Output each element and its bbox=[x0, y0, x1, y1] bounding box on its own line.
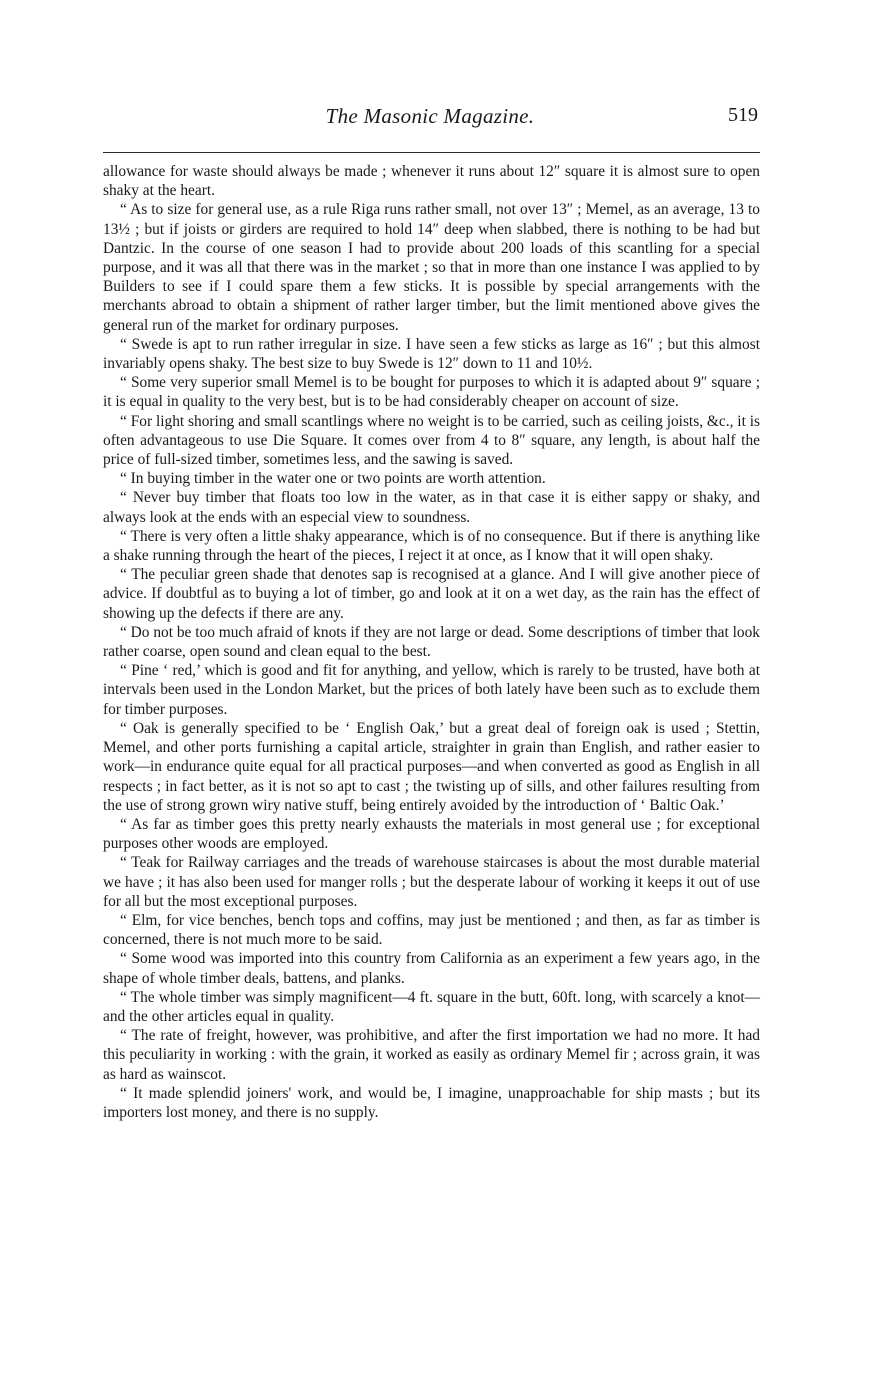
page-header bbox=[100, 96, 760, 136]
paragraph: “ In buying timber in the water one or two points are worth attention. bbox=[120, 470, 546, 488]
paragraph: “ Teak for Railway carriages and the treads of warehouse staircases is about the most durable material we have ; it has also been used for manger rolls ; but the desperate labour of working it keeps it out of use for all but the most exceptional purposes. bbox=[103, 854, 760, 910]
article-body bbox=[103, 162, 760, 1122]
paragraph: “ There is very often a little shaky appearance, which is of no consequence. But if there is anything like a shake running through the heart of the pieces, I reject it at once, as I know that it will open shaky. bbox=[103, 527, 760, 565]
paragraph: “ As far as timber goes this pretty nearly exhausts the materials in most general use ; for exceptional purposes other woods are employed. bbox=[103, 815, 760, 853]
paragraph: “ Some very superior small Memel is to be bought for purposes to which it is adapted about 9″ square ; it is equal in quality to the very best, but is to be had considerably cheaper on account of size. bbox=[103, 374, 760, 411]
paragraph: “ Swede is apt to run rather irregular in size. I have seen a few sticks as large as 16″ ; but this almost invariably opens shaky. The best size to buy Swede is 12″ down to 11 and 10½. bbox=[103, 335, 760, 373]
paragraph: “ Elm, for vice benches, bench tops and coffins, may just be mentioned ; and then, as far as timber is concerned, there is not much more to be said. bbox=[103, 911, 760, 949]
paragraph: “ The peculiar green shade that denotes sap is recognised at a glance. And I will give another piece of advice. If doubtful as to buying a lot of timber, go and look at it on a wet day, as the rain has the effect of showing up the defects if there are any. bbox=[103, 566, 760, 622]
paragraph: allowance for waste should always be made ; whenever it runs about 12″ square it is almost sure to open shaky at the heart. bbox=[103, 163, 760, 200]
paragraph: “ It made splendid joiners' work, and would be, I imagine, unapproachable for ship masts ; but its importers lost money, and there is no supply. bbox=[103, 1084, 760, 1121]
paragraph: “ For light shoring and small scantlings where no weight is to be carried, such as ceiling joists, &c., it is often advantageous to use Die Square. It comes over from 4 to 8″ square, any length, is about half the price of full-sized timber, sometimes less, and the sawing is saved. bbox=[103, 412, 760, 469]
paragraph: “ Do not be too much afraid of knots if they are not large or dead. Some descriptions of timber that look rather coarse, open sound and clean equal to the best. bbox=[103, 623, 760, 661]
paragraph: “ As to size for general use, as a rule Riga runs rather small, not over 13″ ; Memel, as an average, 13 to 13½ ; but if joists or girders are required to hold 14″ deep when slabbed, there is nothing to be had but Dantzic. In the course of one season I had to provide about 200 loads of this scantling for a special purpose, and it was all that there was in the market ; so that in more than one instance I was applied to by Builders to see if I could spare them a few sticks. It is possible by special arrangements with the merchants abroad to obtain a shipment of rather larger timber, but the limit mentioned above gives the general run of the market for ordinary purposes. bbox=[103, 201, 760, 334]
paragraph: “ Never buy timber that floats too low in the water, as in that case it is either sappy or shaky, and always look at the ends with an especial view to soundness. bbox=[103, 489, 760, 526]
paragraph: “ Oak is generally specified to be ‘ English Oak,’ but a great deal of foreign oak is used ; Stettin, Memel, and other ports furnishing a capital article, straighter in grain than English, and rather easier to work—in endurance quite equal for all practical purposes—and when converted as good as English in all respects ; in fact better, as it is not so apt to cast ; the twisting up of sills, and other failures resulting from the use of strong grown wiry native stuff, being entirely avoided by the introduction of ‘ Baltic Oak.’ bbox=[103, 719, 760, 814]
page-number: 519 bbox=[728, 104, 758, 126]
paragraph: “ The rate of freight, however, was prohibitive, and after the first importation we had no more. It had this peculiarity in working : with the grain, it worked as easily as ordinary Memel fir ; across grain, it was as hard as wainscot. bbox=[103, 1027, 760, 1083]
paragraph: “ Pine ‘ red,’ which is good and fit for anything, and yellow, which is rarely to be trusted, have both at intervals been used in the London Market, but the prices of both lately have been such as to exclude them for timber purposes. bbox=[103, 662, 760, 718]
running-title: The Masonic Magazine. bbox=[325, 104, 535, 128]
header-rule bbox=[103, 152, 760, 153]
paragraph: “ Some wood was imported into this country from California as an experiment a few years ago, in the shape of whole timber deals, battens, and planks. bbox=[103, 950, 760, 987]
paragraph: “ The whole timber was simply magnificent—4 ft. square in the butt, 60ft. long, with scarcely a knot—and the other articles equal in quality. bbox=[103, 988, 760, 1025]
